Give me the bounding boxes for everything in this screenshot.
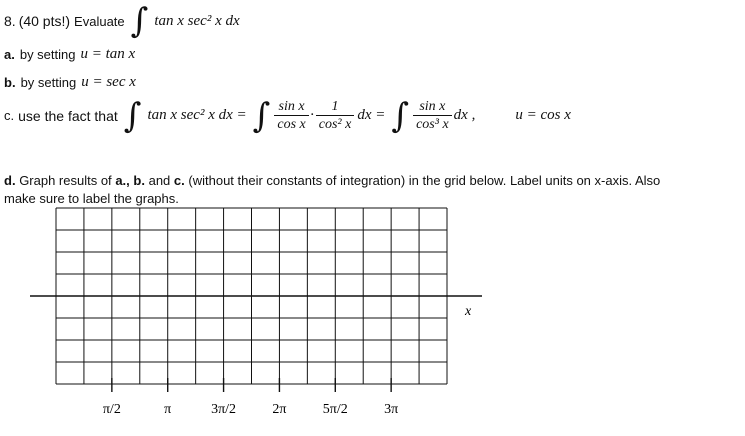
integral-sign: ∫	[391, 95, 410, 136]
dot-operator: ·	[309, 107, 315, 123]
part-b-reference: b.	[133, 173, 145, 188]
part-c-reference: c.	[173, 173, 185, 188]
evaluate-label: Evaluate	[74, 13, 125, 29]
fraction-denominator: cos x	[277, 117, 306, 132]
x-axis-tick-label: π	[164, 402, 172, 417]
part-a-math: u = tan x	[80, 46, 136, 62]
integral-sign: ∫	[252, 95, 271, 136]
part-d-text: Graph results of	[19, 173, 112, 188]
part-a-label: a.	[4, 47, 15, 62]
x-axis-tick-label: 3π/2	[211, 402, 237, 417]
problem-points: (40 pts!)	[18, 13, 71, 29]
fraction-denominator: cos³ x	[416, 117, 449, 132]
part-c-substitution: u = cos x	[515, 107, 571, 123]
part-a-reference: a.,	[115, 173, 130, 188]
part-d-label: d.	[4, 173, 16, 188]
part-c-lhs: tan x sec² x dx =	[147, 107, 247, 123]
x-axis-tick-label: 2π	[272, 402, 287, 417]
problem-number: 8.	[4, 13, 16, 29]
part-c-mid: dx =	[357, 107, 386, 123]
part-d-text-continued: (without their constants of integration) in the grid below. Label units on x-axis. Also	[188, 173, 661, 188]
x-axis-tick-label: π/2	[102, 402, 121, 417]
fraction-numerator: sin x	[274, 98, 308, 116]
part-b-label: b.	[4, 75, 16, 90]
problem-integrand: tan x sec² x dx	[154, 12, 240, 29]
fraction-numerator: 1	[316, 98, 355, 116]
x-axis-label: x	[465, 304, 472, 319]
integral-sign: ∫	[123, 95, 142, 136]
part-b-text: by setting	[20, 75, 77, 90]
x-axis-tick-label: 3π	[384, 402, 399, 417]
fraction-numerator: sin x	[413, 98, 452, 116]
part-a-text: by setting	[19, 47, 76, 62]
part-d-and: and	[148, 173, 171, 188]
x-axis-tick-label: 5π/2	[322, 402, 348, 417]
part-c-label: c.	[4, 108, 15, 123]
fraction-denominator: cos² x	[318, 117, 352, 132]
integral-sign: ∫	[130, 1, 149, 41]
part-d-line2: make sure to label the graphs.	[4, 191, 179, 206]
part-b-math: u = sec x	[81, 74, 136, 90]
part-c-tail: dx ,	[453, 107, 476, 123]
part-c-text: use the fact that	[18, 107, 118, 124]
